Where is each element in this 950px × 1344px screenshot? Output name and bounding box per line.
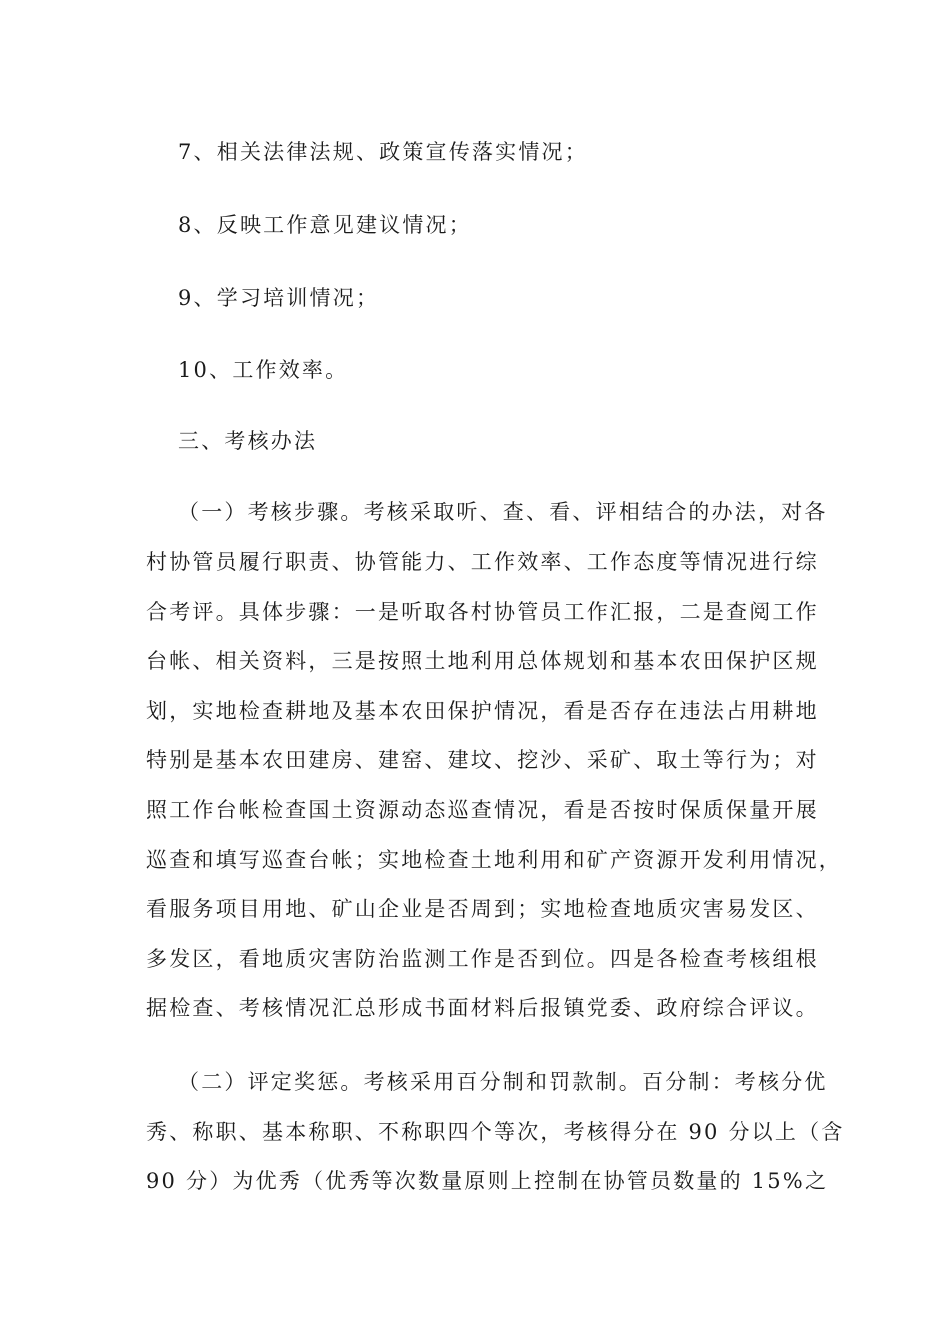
paragraph-line: 看服务项目用地、矿山企业是否周到；实地检查地质灾害易发区、 xyxy=(146,897,819,921)
paragraph-line: 划，实地检查耕地及基本农田保护情况，看是否存在违法占用耕地 xyxy=(146,699,819,723)
paragraph-line: 巡查和填写巡查台帐；实地检查土地利用和矿产资源开发利用情况， xyxy=(146,848,842,872)
list-item-7: 7、相关法律法规、政策宣传落实情况； xyxy=(178,140,588,164)
paragraph-line: 秀、称职、基本称职、不称职四个等次，考核得分在 90 分以上（含 xyxy=(146,1120,845,1144)
paragraph-line: 据检查、考核情况汇总形成书面材料后报镇党委、政府综合评议。 xyxy=(146,996,819,1020)
list-item-10: 10、工作效率。 xyxy=(178,358,349,382)
paragraph-line: 村协管员履行职责、协管能力、工作效率、工作态度等情况进行综 xyxy=(146,550,819,574)
list-item-8: 8、反映工作意见建议情况； xyxy=(178,213,472,237)
list-item-9: 9、学习培训情况； xyxy=(178,286,380,310)
paragraph-line: 多发区，看地质灾害防治监测工作是否到位。四是各检查考核组根 xyxy=(146,947,819,971)
paragraph-line: （一）考核步骤。考核采取听、查、看、评相结合的办法，对各 xyxy=(178,500,828,524)
paragraph-line: 台帐、相关资料，三是按照土地利用总体规划和基本农田保护区规 xyxy=(146,649,819,673)
paragraph-line: 合考评。具体步骤：一是听取各村协管员工作汇报，二是查阅工作 xyxy=(146,600,819,624)
paragraph-line: 90 分）为优秀（优秀等次数量原则上控制在协管员数量的 15%之 xyxy=(146,1169,829,1193)
paragraph-line: 照工作台帐检查国土资源动态巡查情况，看是否按时保质保量开展 xyxy=(146,798,819,822)
section-heading: 三、考核办法 xyxy=(178,429,318,453)
paragraph-line: （二）评定奖惩。考核采用百分制和罚款制。百分制：考核分优 xyxy=(178,1070,828,1094)
paragraph-line: 特别是基本农田建房、建窑、建坟、挖沙、采矿、取土等行为；对 xyxy=(146,748,819,772)
